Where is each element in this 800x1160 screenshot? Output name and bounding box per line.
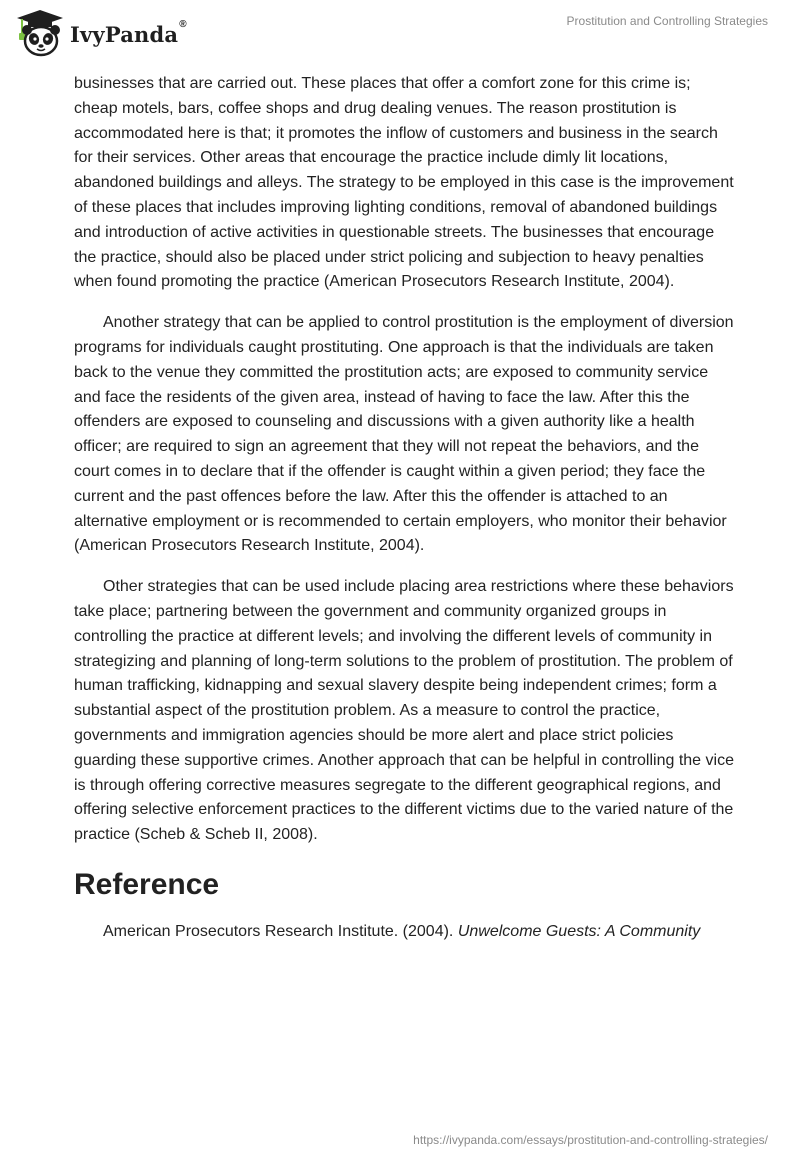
source-url[interactable]: https://ivypanda.com/essays/prostitution-and-controlling-strategies/ [413, 1133, 768, 1147]
brand-name: IvyPanda [70, 21, 179, 47]
registered-mark: ® [179, 18, 187, 30]
document-title: Prostitution and Controlling Strategies [566, 14, 768, 28]
panda-graduate-icon [14, 8, 66, 58]
reference-entry [74, 920, 734, 945]
paragraph-2: Another strategy that can be applied to control prostitution is the employment of diversion programs for individuals caught prostituting. One approach is that the individuals are taken back to the venue they committed the prostitution acts; are exposed to community service and face the residents of the given area, instead of having to face the law. After this the offenders are exposed to counseling and discussions with a given authority like a health officer; are required to sign an agreement that they will not repeat the behaviors, and the court comes in to declare that if the offender is caught within a given period; they face the current and the past offences before the law. After this the offender is attached to an alternative employment or is recommended to certain employers, who monitor their behavior (American Prosecutors Research Institute, 2004). [74, 314, 734, 555]
paragraph-1: businesses that are carried out. These places that offer a comfort zone for this crime is; cheap motels, bars, coffee shops and drug dealing venues. The reason prostitution is accommodated here is that; it promotes the inflow of customers and business in the search for their services. Other areas that encourage the practice include dimly lit locations, abandoned buildings and alleys. The strategy to be employed in this case is the improvement of these places that includes improving lighting conditions, removal of abandoned buildings and introduction of active activities in questionable streets. The businesses that encourage the practice, should also be placed under strict policing and subjection to heavy penalties when found promoting the practice (American Prosecutors Research Institute, 2004). [74, 75, 734, 291]
reference-title: Unwelcome Guests: A Community [457, 922, 701, 940]
essay-content [74, 72, 734, 945]
reference-text: American Prosecutors Research Institute. (2004). [103, 922, 458, 940]
ivypanda-logo[interactable] [14, 8, 187, 58]
paragraph-3: Other strategies that can be used include placing area restrictions where these behaviors take place; partnering between the government and community organized groups in controlling the practice at different levels; and involving the different levels of community in strategizing and planning of long-term solutions to the problem of prostitution. The problem of human trafficking, kidnapping and sexual slavery despite being independent crimes; form a substantial aspect of the prostitution problem. As a measure to control the practice, governments and immigration agencies should be more alert and place strict policies guarding these supportive crimes. Another approach that can be helpful in controlling the vice is through offering corrective measures segregate to the different geographical regions, and offering selective enforcement practices to the different victims due to the varied nature of the practice (Scheb & Scheb II, 2008). [74, 578, 734, 844]
page-header [0, 0, 800, 70]
reference-heading: Reference [74, 867, 220, 901]
